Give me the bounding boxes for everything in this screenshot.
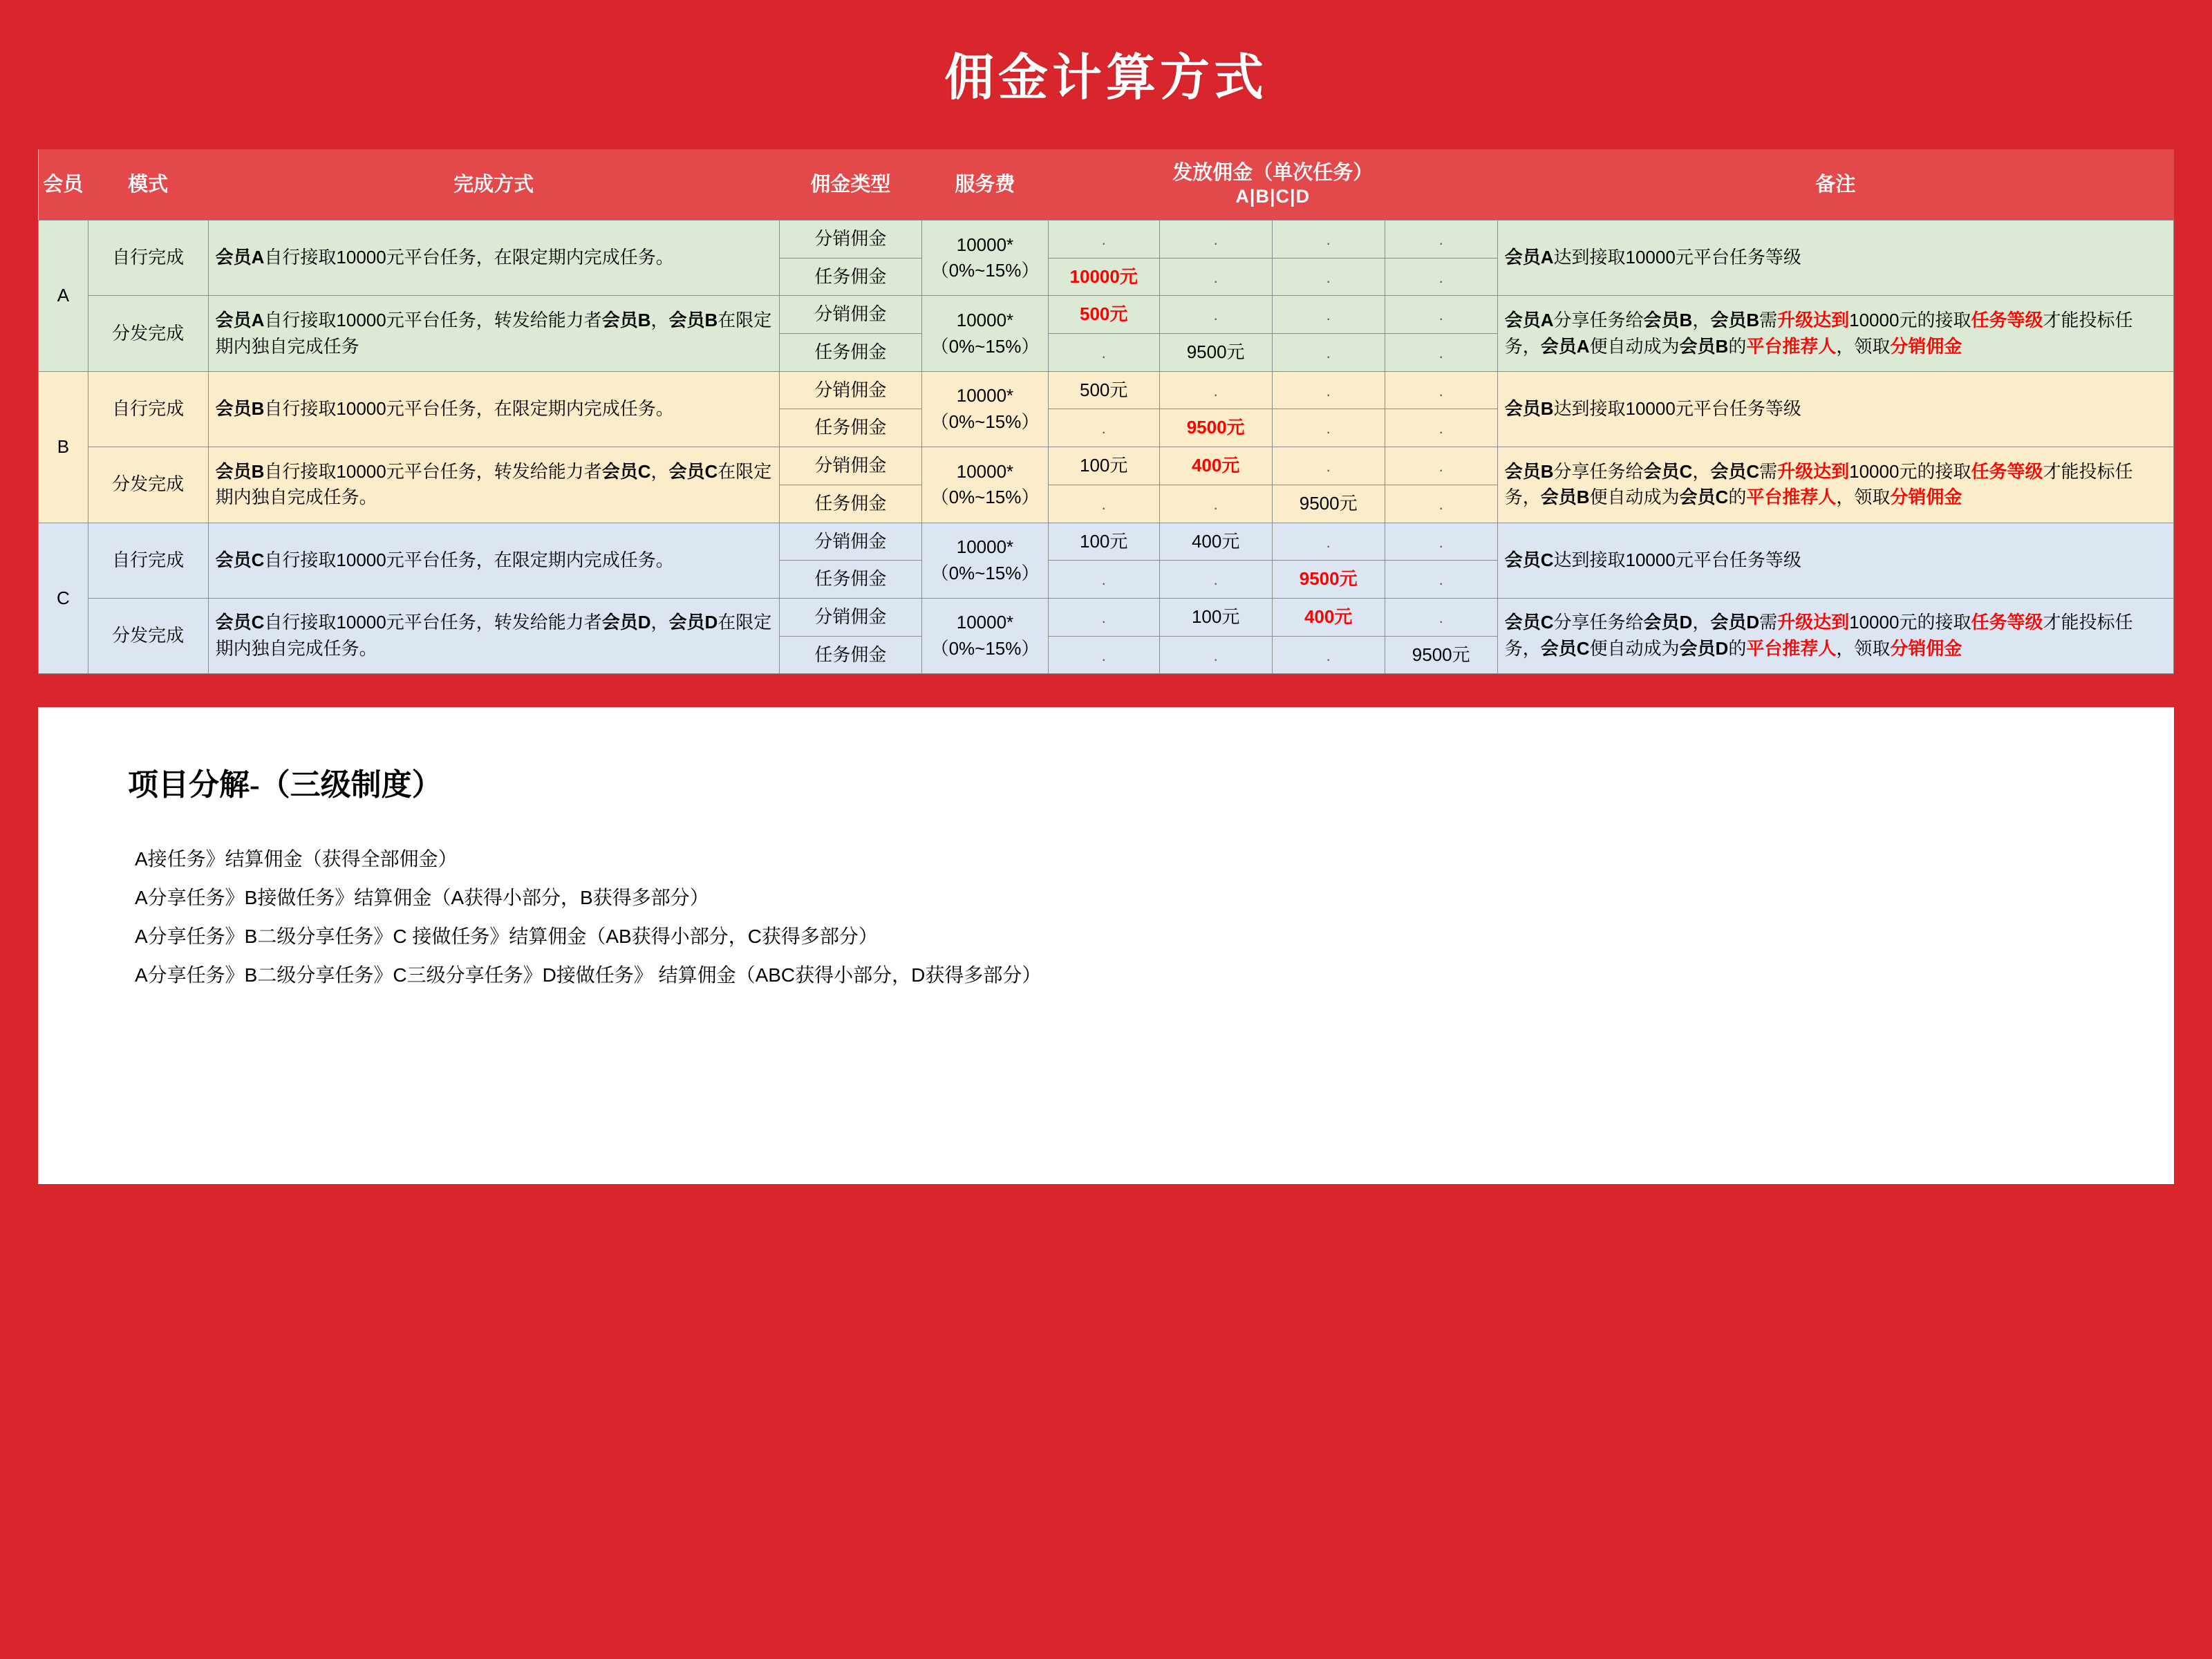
cell-payout-c: . <box>1272 221 1385 259</box>
cell-mode: 自行完成 <box>88 371 208 447</box>
col-header-payout-sub: A|B|C|D <box>1235 186 1311 207</box>
cell-payout-d: . <box>1385 523 1497 561</box>
col-header-payout <box>1048 149 1497 221</box>
col-header-commission-type: 佣金类型 <box>779 149 922 221</box>
cell-payout-c: . <box>1272 409 1385 447</box>
breakdown-flow-line: A分享任务》B接做任务》结算佣金（A获得小部分，B获得多部分） <box>135 887 709 909</box>
table-row <box>39 371 2174 409</box>
cell-payout-a: . <box>1048 485 1159 523</box>
cell-commission-type: 分销佣金 <box>779 296 922 334</box>
cell-note: 会员A分享任务给会员B，会员B需升级达到10000元的接取任务等级才能投标任务，会员A便自动成为会员B的平台推荐人，领取分销佣金 <box>1497 296 2173 371</box>
cell-payout-b: 400元 <box>1159 523 1272 561</box>
cell-payout-d: . <box>1385 258 1497 296</box>
cell-service-fee: 10000* （0%~15%） <box>922 447 1049 523</box>
cell-payout-b: . <box>1159 221 1272 259</box>
cell-method: 会员A自行接取10000元平台任务，转发给能力者会员B，会员B在限定期内独自完成任务 <box>208 296 779 371</box>
cell-commission-type: 任务佣金 <box>779 258 922 296</box>
cell-mode: 分发完成 <box>88 447 208 523</box>
cell-payout-a: 10000元 <box>1048 258 1159 296</box>
cell-note: 会员A达到接取10000元平台任务等级 <box>1497 221 2173 296</box>
table-row <box>39 447 2174 485</box>
cell-service-fee: 10000* （0%~15%） <box>922 221 1049 296</box>
cell-payout-b: . <box>1159 485 1272 523</box>
cell-method: 会员C自行接取10000元平台任务，转发给能力者会员D，会员D在限定期内独自完成任务。 <box>208 598 779 673</box>
cell-payout-b: . <box>1159 636 1272 674</box>
cell-commission-type: 任务佣金 <box>779 409 922 447</box>
cell-commission-type: 分销佣金 <box>779 447 922 485</box>
cell-member: C <box>39 523 88 674</box>
breakdown-flow-line: A分享任务》B二级分享任务》C 接做任务》结算佣金（AB获得小部分，C获得多部分） <box>135 926 878 948</box>
cell-member: B <box>39 371 88 523</box>
cell-mode: 分发完成 <box>88 296 208 371</box>
cell-commission-type: 分销佣金 <box>779 221 922 259</box>
cell-payout-a: 500元 <box>1048 296 1159 334</box>
cell-payout-d: . <box>1385 221 1497 259</box>
cell-payout-a: 100元 <box>1048 447 1159 485</box>
cell-commission-type: 任务佣金 <box>779 485 922 523</box>
cell-payout-a: . <box>1048 334 1159 372</box>
cell-payout-d: . <box>1385 409 1497 447</box>
cell-payout-c: . <box>1272 334 1385 372</box>
table-body <box>39 221 2174 674</box>
breakdown-flow-line: A分享任务》B二级分享任务》C三级分享任务》D接做任务》 结算佣金（ABC获得小部分，D获得多部分） <box>135 964 1042 986</box>
col-header-member: 会员 <box>39 149 88 221</box>
cell-member: A <box>39 221 88 372</box>
breakdown-section <box>38 707 2174 1184</box>
cell-payout-b: . <box>1159 296 1272 334</box>
cell-payout-c: . <box>1272 636 1385 674</box>
cell-payout-c: . <box>1272 371 1385 409</box>
cell-payout-b: 100元 <box>1159 598 1272 636</box>
col-header-method: 完成方式 <box>208 149 779 221</box>
cell-payout-d: . <box>1385 447 1497 485</box>
table-row <box>39 523 2174 561</box>
cell-payout-a: . <box>1048 636 1159 674</box>
cell-note: 会员C达到接取10000元平台任务等级 <box>1497 523 2173 598</box>
cell-mode: 分发完成 <box>88 598 208 673</box>
cell-payout-c: . <box>1272 258 1385 296</box>
cell-service-fee: 10000* （0%~15%） <box>922 523 1049 598</box>
breakdown-title: 项目分解-（三级制度） <box>128 768 442 803</box>
cell-payout-d: . <box>1385 485 1497 523</box>
cell-method: 会员C自行接取10000元平台任务，在限定期内完成任务。 <box>208 523 779 598</box>
cell-method: 会员B自行接取10000元平台任务，转发给能力者会员C，会员C在限定期内独自完成任务。 <box>208 447 779 523</box>
cell-method: 会员B自行接取10000元平台任务，在限定期内完成任务。 <box>208 371 779 447</box>
cell-payout-c: . <box>1272 296 1385 334</box>
cell-payout-a: 100元 <box>1048 523 1159 561</box>
cell-mode: 自行完成 <box>88 523 208 598</box>
cell-payout-c: 400元 <box>1272 598 1385 636</box>
cell-payout-d: . <box>1385 296 1497 334</box>
cell-payout-d: 9500元 <box>1385 636 1497 674</box>
page-title: 佣金计算方式 <box>944 50 1268 106</box>
cell-commission-type: 分销佣金 <box>779 598 922 636</box>
table-row <box>39 221 2174 259</box>
cell-payout-d: . <box>1385 598 1497 636</box>
cell-payout-b: 400元 <box>1159 447 1272 485</box>
cell-payout-d: . <box>1385 371 1497 409</box>
commission-table-container <box>38 149 2174 674</box>
cell-payout-a: . <box>1048 409 1159 447</box>
cell-service-fee: 10000* （0%~15%） <box>922 296 1049 371</box>
cell-method: 会员A自行接取10000元平台任务，在限定期内完成任务。 <box>208 221 779 296</box>
col-header-service-fee: 服务费 <box>922 149 1049 221</box>
cell-payout-a: 500元 <box>1048 371 1159 409</box>
cell-payout-a: . <box>1048 561 1159 599</box>
cell-note: 会员C分享任务给会员D，会员D需升级达到10000元的接取任务等级才能投标任务，会员C便自动成为会员D的平台推荐人，领取分销佣金 <box>1497 598 2173 673</box>
cell-note: 会员B分享任务给会员C，会员C需升级达到10000元的接取任务等级才能投标任务，会员B便自动成为会员C的平台推荐人，领取分销佣金 <box>1497 447 2173 523</box>
cell-commission-type: 任务佣金 <box>779 561 922 599</box>
cell-payout-d: . <box>1385 334 1497 372</box>
cell-service-fee: 10000* （0%~15%） <box>922 371 1049 447</box>
breakdown-flow-line: A接任务》结算佣金（获得全部佣金） <box>135 848 458 870</box>
cell-mode: 自行完成 <box>88 221 208 296</box>
cell-payout-c: . <box>1272 447 1385 485</box>
cell-payout-b: 9500元 <box>1159 409 1272 447</box>
cell-note: 会员B达到接取10000元平台任务等级 <box>1497 371 2173 447</box>
col-header-note: 备注 <box>1497 149 2173 221</box>
cell-payout-c: 9500元 <box>1272 485 1385 523</box>
table-row <box>39 296 2174 334</box>
cell-service-fee: 10000* （0%~15%） <box>922 598 1049 673</box>
breakdown-flow-list <box>86 840 2126 995</box>
cell-commission-type: 任务佣金 <box>779 636 922 674</box>
cell-payout-a: . <box>1048 221 1159 259</box>
cell-commission-type: 分销佣金 <box>779 523 922 561</box>
table-row <box>39 598 2174 636</box>
cell-payout-d: . <box>1385 561 1497 599</box>
cell-payout-c: . <box>1272 523 1385 561</box>
cell-payout-b: 9500元 <box>1159 334 1272 372</box>
table-header-row <box>39 149 2174 221</box>
cell-payout-b: . <box>1159 258 1272 296</box>
cell-commission-type: 任务佣金 <box>779 334 922 372</box>
col-header-payout-label: 发放佣金（单次任务） <box>1172 162 1374 184</box>
cell-payout-b: . <box>1159 371 1272 409</box>
col-header-mode: 模式 <box>88 149 208 221</box>
cell-payout-a: . <box>1048 598 1159 636</box>
cell-payout-c: 9500元 <box>1272 561 1385 599</box>
cell-commission-type: 分销佣金 <box>779 371 922 409</box>
commission-table <box>38 149 2174 674</box>
cell-payout-b: . <box>1159 561 1272 599</box>
